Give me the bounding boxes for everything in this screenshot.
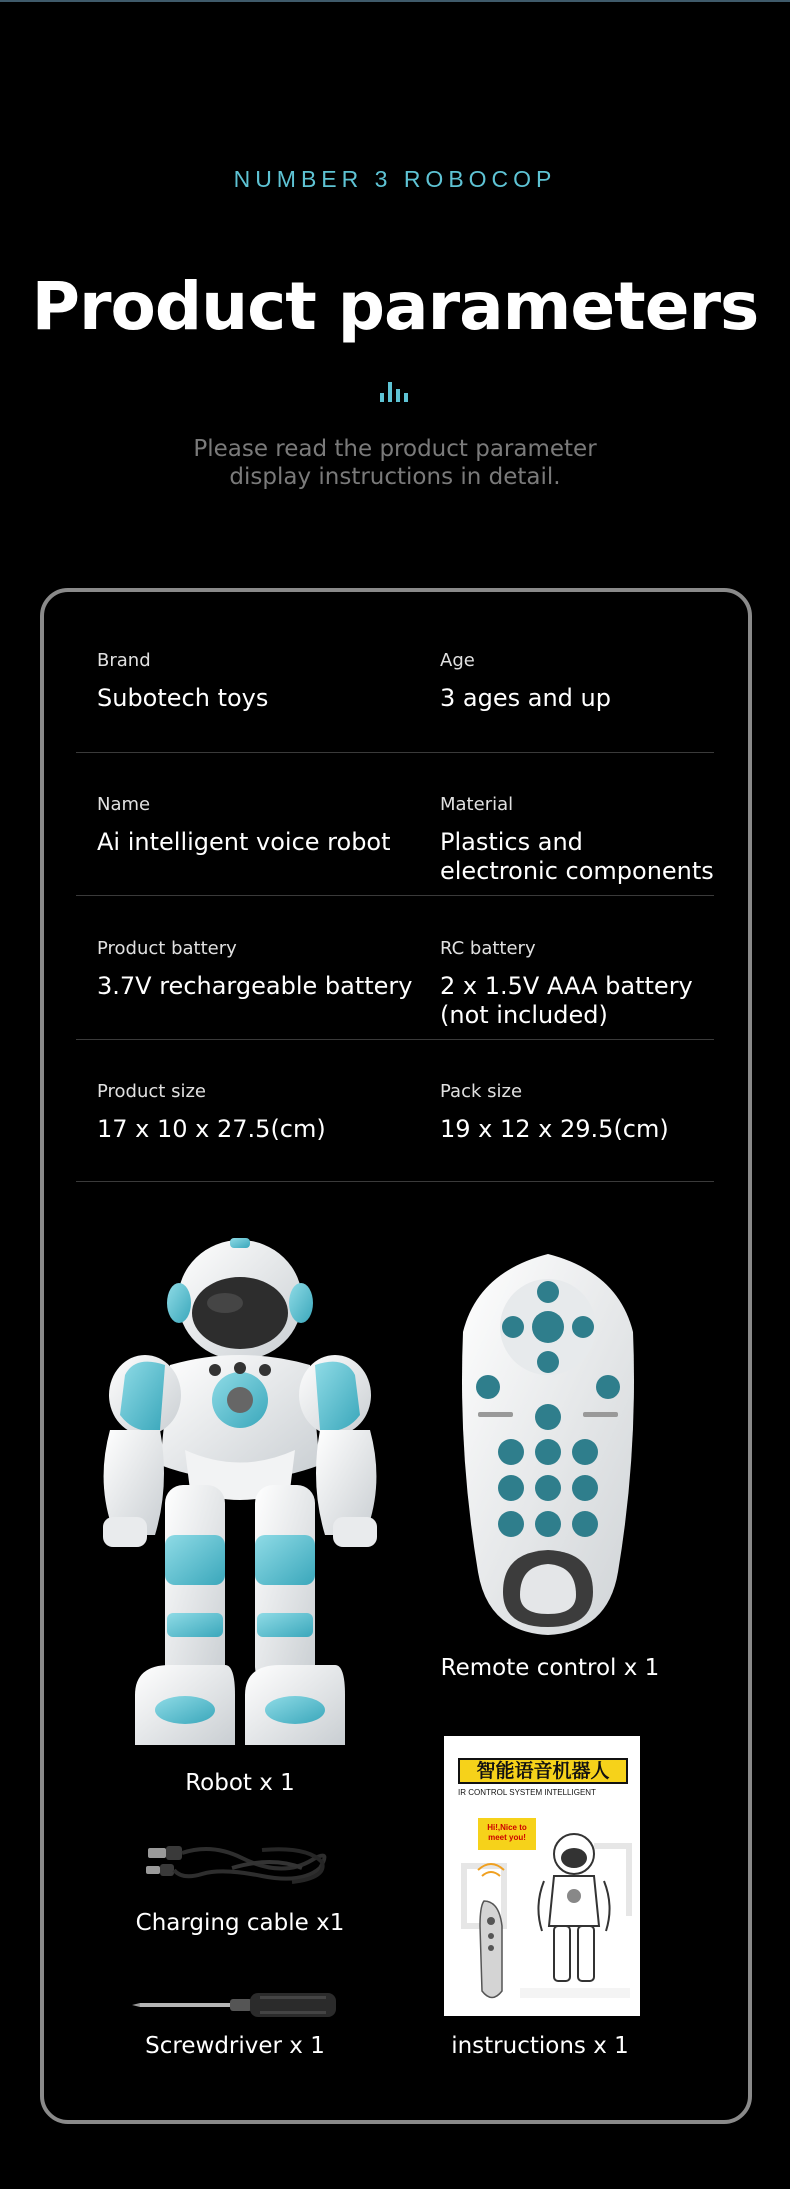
instruction-manual-image [444, 1736, 640, 2016]
instructions-label: instructions x 1 [451, 2033, 629, 2059]
param-value: Subotech toys [97, 684, 269, 712]
param-value: 2 x 1.5V AAA battery (not included) [440, 972, 693, 1029]
param-pack-size [440, 1081, 669, 1144]
row-divider [76, 1039, 714, 1040]
param-label: Name [97, 794, 151, 815]
param-material [440, 794, 714, 886]
screwdriver-label: Screwdriver x 1 [145, 2033, 325, 2059]
param-product-size [97, 1081, 326, 1144]
charging-cable-label: Charging cable x1 [135, 1910, 345, 1936]
param-age [440, 650, 611, 713]
manual-subheading: IR CONTROL SYSTEM INTELLIGENT [458, 1788, 596, 1797]
product-eyebrow: NUMBER 3 ROBOCOP [233, 166, 557, 192]
param-label: RC battery [440, 938, 536, 959]
param-value: Plastics and electronic components [440, 828, 714, 885]
remote-control-label: Remote control x 1 [440, 1655, 660, 1681]
param-value: 3 ages and up [440, 684, 611, 712]
manual-cover-art [444, 1806, 640, 2006]
param-product-battery [97, 938, 412, 1001]
equalizer-icon [377, 380, 413, 402]
page-subtitle: Please read the product parameter display instructions in detail. [193, 436, 597, 490]
robot-image [75, 1235, 405, 1755]
row-divider [76, 1181, 714, 1182]
param-value: 19 x 12 x 29.5(cm) [440, 1115, 669, 1143]
robot-label: Robot x 1 [185, 1770, 295, 1796]
param-label: Pack size [440, 1081, 523, 1102]
param-label: Material [440, 794, 514, 815]
param-label: Brand [97, 650, 151, 671]
screwdriver-image [130, 1990, 338, 2020]
param-rc-battery [440, 938, 693, 1030]
row-divider [76, 752, 714, 753]
param-brand [97, 650, 268, 713]
param-value: 3.7V rechargeable battery [97, 972, 413, 1000]
manual-speech-bubble: Hi!,Nice to meet you! [478, 1818, 536, 1850]
param-label: Product size [97, 1081, 206, 1102]
param-value: 17 x 10 x 27.5(cm) [97, 1115, 326, 1143]
row-divider [76, 895, 714, 896]
param-label: Age [440, 650, 475, 671]
remote-control-image [458, 1252, 638, 1637]
param-value: Ai intelligent voice robot [97, 828, 391, 856]
param-name [97, 794, 391, 857]
manual-heading: 智能语音机器人 [458, 1758, 628, 1784]
top-divider-line [0, 0, 790, 2]
param-label: Product battery [97, 938, 237, 959]
charging-cable-image [142, 1838, 334, 1886]
page-title: Product parameters [31, 268, 759, 345]
